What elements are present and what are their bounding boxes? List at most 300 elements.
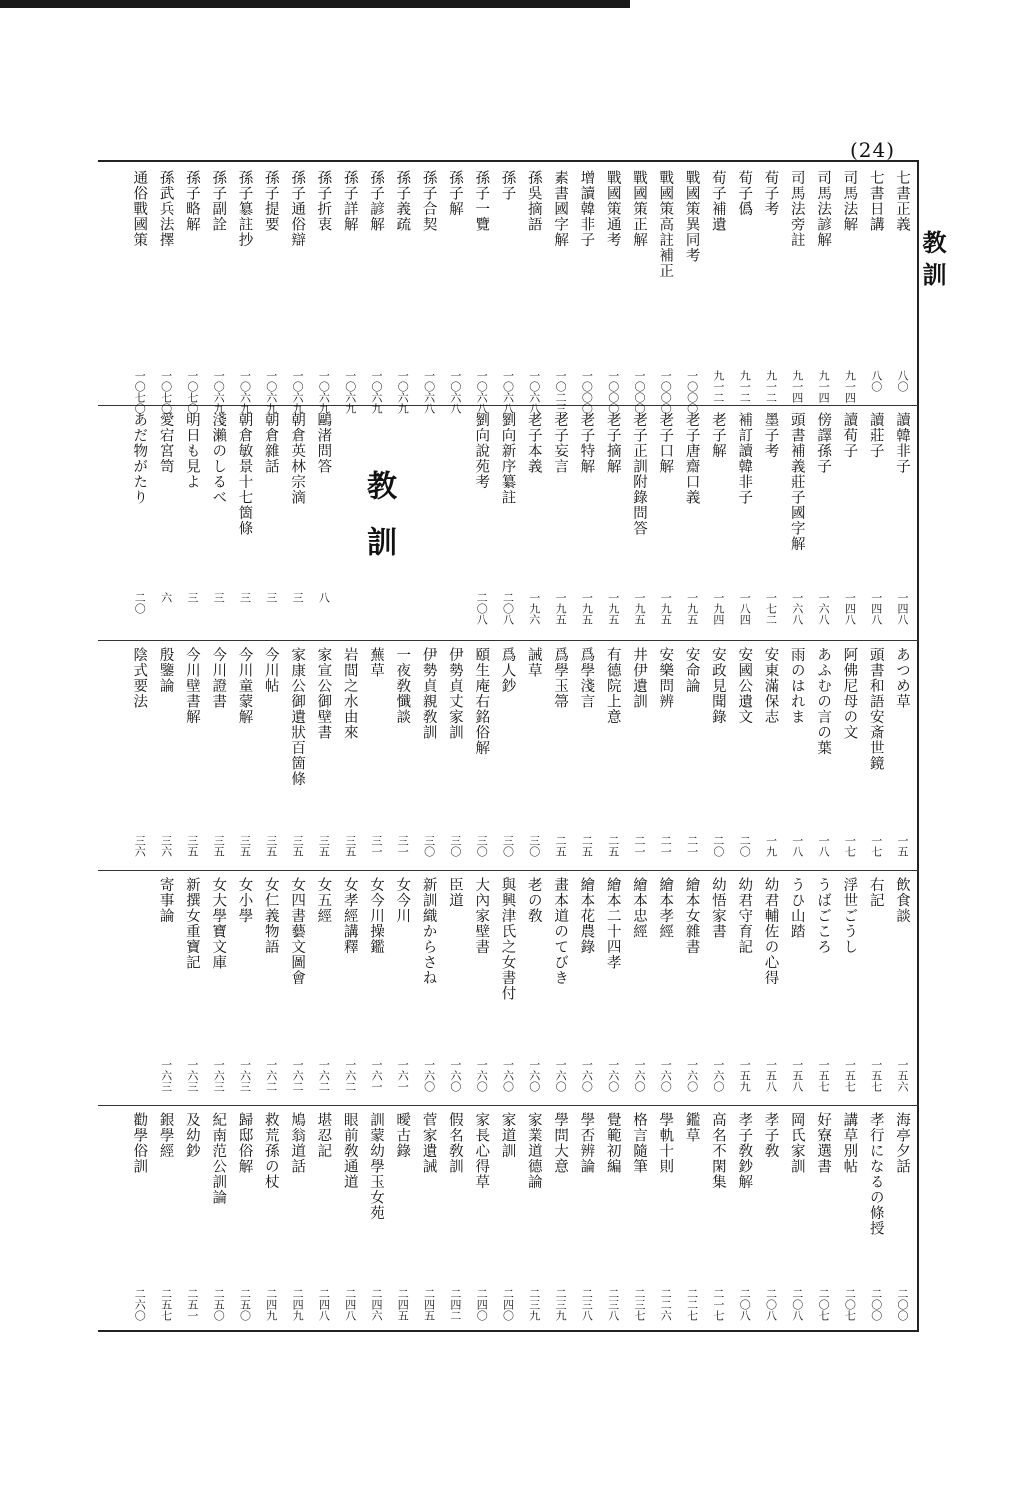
entry-page-number: 一〇六九 [264,370,278,414]
entry-page-number: 一六〇 [606,1059,620,1092]
entry-title: 司馬法解 [841,170,858,232]
entry-title: 伊勢貞丈家訓 [446,647,463,740]
entry-page-number: 一〇七〇 [185,370,199,414]
entry-title: 老の敎 [525,877,542,924]
entry-title: 通俗戰國策 [131,170,148,248]
entry-page-number: 一六〇 [501,1059,515,1092]
entry-page-number: 三 [212,592,226,603]
entry-page-number: 一五七 [869,1059,883,1092]
entry-title: 孝行になるの條授 [867,1112,884,1236]
entry-page-number: 一五九 [738,1059,752,1092]
entry-title: 今川童蒙解 [236,647,253,725]
section-heading-inline: 教訓 [361,470,396,582]
entry-page-number: 三六 [159,835,173,857]
entry-title: 陰式要法 [131,647,148,709]
entry-title: 爲人鈔 [499,647,516,694]
entry-page-number: 二三七 [633,1288,646,1321]
entry-page-number: 九一四 [790,370,804,403]
entry-page-number: 二三八 [606,1288,620,1321]
entry-title: 與興津氏之女書付 [499,877,516,1001]
entry-page-number: 一九五 [580,592,594,625]
entry-title: 孫子提要 [262,170,279,232]
entry-title: あだ物がたり [131,412,148,505]
entry-title: 蕪草 [368,647,384,678]
entry-title: 女仁義物語 [262,877,279,955]
entry-page-number: 二〇 [711,835,725,857]
entry-title: 岡氏家訓 [788,1112,805,1174]
entry-title: 畫本道のてびき [552,877,569,986]
entry-title: 安國公遺文 [736,647,753,725]
entry-page-number: 二〇八 [475,592,489,625]
entry-title: 傍譯孫子 [815,412,832,474]
entry-title: 孫子諺解 [368,170,384,232]
entry-title: 朝倉雜話 [262,412,279,474]
entry-page-number: 二一 [633,835,646,857]
entry-title: 家宣公御壁書 [315,647,332,740]
entry-title: 家道訓 [499,1112,516,1159]
entry-page-number: 三六 [133,835,147,857]
entry-title: 頭書補義莊子國字解 [788,412,805,552]
entry-title: 荀子補遺 [709,170,726,232]
entry-title: 鳩翁道話 [289,1112,306,1174]
entry-title: 堪忍記 [315,1112,332,1159]
entry-title: うばごころ [815,877,832,955]
band-divider [98,1105,919,1106]
entry-title: 大內家壁書 [473,877,490,955]
entry-page-number: 一六三 [238,1059,252,1092]
entry-page-number: 一五七 [817,1059,831,1092]
entry-page-number: 三一 [396,835,410,857]
entry-title: 學否辨論 [578,1112,595,1174]
entry-page-number: 一〇七〇 [133,370,147,414]
entry-title: 明日も見よ [183,412,200,490]
entry-title: 荀子考 [762,170,779,217]
entry-title: 戰國策正解 [631,170,647,248]
entry-page-number: 一九四 [711,592,725,625]
entry-page-number: 二〇七 [817,1288,831,1321]
entry-page-number: 一六二 [291,1059,305,1092]
entry-page-number: 一八四 [738,592,752,625]
entry-page-number: 三五 [264,835,278,857]
entry-title: 愛宕宮笥 [157,412,174,474]
entry-page-number: 一六八 [790,592,804,625]
entry-title: 孫子略解 [183,170,200,232]
entry-title: 女大學寶文庫 [210,877,227,970]
entry-page-number: 一六〇 [554,1059,568,1092]
entry-title: 孫子簒註抄 [236,170,253,248]
entry-title: 孫子一覽 [473,170,490,232]
entry-page-number: 一〇六八 [527,370,541,414]
entry-title: 讀莊子 [867,412,884,459]
entry-page-number: 三 [291,592,305,603]
entry-page-number: 八 [317,592,331,603]
entry-title: 朝倉英林宗滴 [289,412,306,505]
entry-page-number: 二五 [554,835,568,857]
entry-page-number: 一六〇 [685,1059,699,1092]
entry-title: 孫武兵法擇 [157,170,174,248]
entry-title: 浮世ごうし [841,877,858,955]
entry-title: 誡草 [525,647,542,678]
entry-title: 講草別帖 [841,1112,858,1174]
entry-title: 今川壁書解 [183,647,200,725]
entry-title: 劉向新序纂註 [499,412,516,505]
entry-band [100,647,917,865]
entry-page-number: 三〇 [422,835,436,857]
entry-page-number: 三〇 [475,835,489,857]
entry-page-number: 二二七 [685,1288,699,1321]
entry-page-number: 二〇八 [790,1288,804,1321]
entry-page-number: 六 [159,592,173,603]
entry-page-number: 二四九 [291,1288,305,1321]
entry-page-number: 一〇六九 [396,370,410,414]
entry-title: 爲學淺言 [578,647,595,709]
entry-title: 鷗渚問答 [315,412,332,474]
entry-page-number: 一〇六九 [317,370,331,414]
entry-title: 及幼鈔 [183,1112,200,1159]
entry-title: 好寮選書 [815,1112,832,1174]
entry-page-number: 二五 [606,835,620,857]
entry-title: 家長心得草 [473,1112,490,1190]
entry-page-number: 二二六 [659,1288,673,1321]
entry-page-number: 二四八 [343,1288,357,1321]
entry-title: 孫子詳解 [341,170,358,232]
entry-title: あふむの言の葉 [815,647,832,756]
entry-page-number: 一九五 [659,592,673,625]
entry-title: 讀韓非子 [894,412,910,474]
entry-title: 假名敎訓 [446,1112,463,1174]
entry-title: 新撰女重寶記 [183,877,200,970]
entry-title: 老子正訓附錄問答 [631,412,647,536]
entry-title: 訓蒙幼學玉女苑 [368,1112,384,1221]
entry-page-number: 一〇〇〇 [685,370,699,414]
entry-title: 幼君守育記 [736,877,753,955]
entry-title: 孫子副詮 [210,170,227,232]
entry-title: 繪本孝經 [657,877,674,939]
entry-page-number: 一九五 [633,592,646,625]
entry-page-number: 二〇〇 [869,1288,883,1321]
entry-title: 岩間之水由來 [341,647,358,740]
entry-title: 眼前敎通道 [341,1112,358,1190]
entry-title: 幼悟家書 [709,877,726,939]
entry-page-number: 一六〇 [633,1059,646,1092]
entry-page-number: 九一四 [843,370,857,403]
entry-title: 朝倉敏景十七箇條 [236,412,253,536]
entry-title: 孫子折衷 [315,170,332,232]
entry-page-number: 一六〇 [711,1059,725,1092]
entry-page-number: 一〇六九 [291,370,305,414]
entry-page-number: 一九五 [685,592,699,625]
entry-page-number: 一五八 [790,1059,804,1092]
entry-page-number: 二〇 [738,835,752,857]
entry-page-number: 一九六 [527,592,541,625]
entry-page-number: 一六〇 [422,1059,436,1092]
entry-page-number: 三〇 [501,835,515,857]
entry-page-number: 一〇六九 [343,370,357,414]
entry-page-number: 三五 [185,835,199,857]
entry-title: 家業道德論 [525,1112,542,1190]
entry-page-number: 二三九 [554,1288,568,1321]
entry-title: 補訂讀韓非子 [736,412,753,505]
entry-page-number: 一七 [869,835,883,857]
entry-page-number: 八〇 [869,370,883,392]
entry-page-number: 三 [264,592,278,603]
entry-page-number: 二〇八 [738,1288,752,1321]
entry-title: 孫子通俗辯 [289,170,306,248]
entry-page-number: 三五 [212,835,226,857]
entry-title: 素書國字解 [552,170,569,248]
entry-page-number: 一六一 [370,1059,383,1092]
entry-page-number: 二四五 [422,1288,436,1321]
entry-page-number: 一六二 [343,1059,357,1092]
entry-title: 女四書藝文圖會 [289,877,306,986]
entry-page-number: 二六〇 [133,1288,147,1321]
entry-title: 學問大意 [552,1112,569,1174]
entry-title: 孫子解 [446,170,463,217]
entry-page-number: 一〇六八 [501,370,515,414]
entry-page-number: 一〇六九 [238,370,252,414]
entry-page-number: 一六二 [264,1059,278,1092]
entry-title: 繪本二十四孝 [604,877,621,970]
entry-title: 格言隨筆 [631,1112,647,1174]
entry-title: 繪本忠經 [631,877,647,939]
entry-page-number: 二四二 [448,1288,462,1321]
entry-page-number: 二五〇 [238,1288,252,1321]
entry-page-number: 二四〇 [475,1288,489,1321]
entry-page-number: 一〇〇〇 [659,370,673,414]
entry-page-number: 二四九 [264,1288,278,1321]
entry-title: 老子解 [709,412,726,459]
entry-title: 學軌十則 [657,1112,674,1174]
entry-page-number: 二五七 [159,1288,173,1321]
entry-title: 女小學 [236,877,253,924]
entry-title: 今川帖 [262,647,279,694]
entry-title: 鑑草 [683,1112,700,1143]
entry-page-number: 一五七 [843,1059,857,1092]
entry-band [100,877,917,1099]
entry-page-number: 一六三 [185,1059,199,1092]
entry-page-number: 二五〇 [212,1288,226,1321]
entry-page-number: 一七 [843,835,857,857]
entry-page-number: 二五 [580,835,594,857]
entry-page-number: 二〇〇 [896,1288,909,1321]
entry-title: 紀南范公訓論 [210,1112,227,1205]
entry-title: 女五經 [315,877,332,924]
scan-edge-bar [0,0,630,8]
entry-title: 銀學經 [157,1112,174,1159]
band-divider [98,870,919,871]
entry-page-number: 二三八 [580,1288,594,1321]
entry-page-number: 二一七 [711,1288,725,1321]
entry-page-number: 一〇〇〇 [580,370,594,414]
entry-page-number: 一九 [764,835,778,857]
entry-title: 荀子僞 [736,170,753,217]
entry-page-number: 一六三 [212,1059,226,1092]
entry-title: 井伊遺訓 [631,647,647,709]
entry-title: 安命論 [683,647,700,694]
entry-title: 安政見聞錄 [709,647,726,725]
entry-title: 孫子合契 [420,170,437,232]
entry-page-number: 一八 [790,835,804,857]
entry-title: 繪本女雜書 [683,877,700,955]
entry-title: 老子特解 [578,412,595,474]
section-heading: 教訓 [918,230,947,294]
entry-title: 歸邸俗解 [236,1112,253,1174]
entry-title: 老子唐齋口義 [683,412,700,505]
entry-page-number: 八〇 [896,370,909,392]
entry-title: 救荒孫の杖 [262,1112,279,1190]
entry-page-number: 一四八 [869,592,883,625]
entry-title: 頤生庵右銘俗解 [473,647,490,756]
entry-page-number: 一九五 [554,592,568,625]
entry-page-number: 一六〇 [527,1059,541,1092]
entry-title: 孫子 [499,170,516,201]
entry-title: 七書日講 [867,170,884,232]
entry-page-number: 一五 [896,835,909,857]
entry-title: 曖古錄 [394,1112,411,1159]
entry-title: 繪本花農錄 [578,877,595,955]
entry-title: うひ山踏 [788,877,805,939]
entry-title: 有德院上意 [604,647,621,725]
entry-page-number: 一七二 [764,592,778,625]
entry-title: 家康公御遺狀百箇條 [289,647,306,787]
entry-title: 寄事論 [157,877,174,924]
entry-title: 讀荀子 [841,412,858,459]
entry-title: 高名不閑集 [709,1112,726,1190]
entry-band [100,412,917,634]
entry-page-number: 二一 [685,835,699,857]
entry-title: 海亭夕話 [894,1112,910,1174]
entry-page-number: 三五 [238,835,252,857]
entry-page-number: 一〇六九 [212,370,226,414]
entry-page-number: 一〇六八 [448,370,462,414]
entry-page-number: 一五八 [764,1059,778,1092]
entry-title: 女今川操鑑 [368,877,384,955]
page-number: (24) [850,138,896,162]
entry-title: 女孝經講釋 [341,877,358,955]
entry-page-number: 一六〇 [475,1059,489,1092]
entry-title: 阿佛尼母の文 [841,647,858,740]
entry-title: 雨のはれま [788,647,805,725]
entry-page-number: 二〇八 [501,592,515,625]
entry-title: 今川證書 [210,647,227,709]
entry-page-number: 一六二 [317,1059,331,1092]
entry-page-number: 九一二 [738,370,752,403]
entry-title: 戰國策高註補正 [657,170,674,279]
entry-page-number: 一〇〇〇 [606,370,620,414]
entry-title: 戰國策異同考 [683,170,700,263]
entry-band [100,1112,917,1322]
entry-page-number: 一六〇 [448,1059,462,1092]
entry-title: 右記 [867,877,884,908]
entry-title: 安樂問辨 [657,647,674,709]
entry-page-number: 二〇七 [843,1288,857,1321]
entry-title: 覺範初編 [604,1112,621,1174]
entry-title: 孫子義疏 [394,170,411,232]
entry-page-number: 三五 [343,835,357,857]
entry-page-number: 一六三 [159,1059,173,1092]
entry-page-number: 三五 [291,835,305,857]
entry-title: 一夜敎懺談 [394,647,411,725]
entry-page-number: 九一二 [764,370,778,403]
entry-page-number: 二四六 [370,1288,383,1321]
entry-page-number: 一〇六九 [370,370,383,414]
entry-page-number: 三 [185,592,199,603]
entry-page-number: 二〇八 [764,1288,778,1321]
entry-page-number: 二五一 [185,1288,199,1321]
entry-title: 墨子考 [762,412,779,459]
entry-page-number: 二四〇 [501,1288,515,1321]
entry-page-number: 一〇二三 [554,370,568,414]
entry-title: 殷鑒論 [157,647,174,694]
entry-page-number: 二〇 [133,592,147,614]
entry-page-number: 一四八 [896,592,909,625]
entry-title: 幼君輔佐の心得 [762,877,779,986]
entry-title: 孝子敎 [762,1112,779,1159]
entry-page-number: 三一 [370,835,383,857]
entry-title: 老子摘解 [604,412,621,474]
entry-page-number: 一五六 [896,1059,909,1092]
entry-page-number: 三 [238,592,252,603]
entry-page-number: 一六八 [817,592,831,625]
entry-page-number: 一六〇 [659,1059,673,1092]
entry-title: 老子妄言 [552,412,569,474]
entry-title: 七書正義 [894,170,910,232]
entry-title: あつめ草 [894,647,910,709]
entry-page-number: 一〇六八 [475,370,489,414]
entry-title: 安東滿保志 [762,647,779,725]
entry-page-number: 三〇 [527,835,541,857]
entry-page-number: 一〇〇〇 [633,370,646,414]
entry-page-number: 二四五 [396,1288,410,1321]
entry-page-number: 二一 [659,835,673,857]
entry-page-number: 一九五 [606,592,620,625]
entry-title: 司馬法諺解 [815,170,832,248]
entry-page-number: 三〇 [448,835,462,857]
entry-page-number: 一六〇 [580,1059,594,1092]
entry-page-number: 九一四 [817,370,831,403]
entry-title: 孝子敎鈔解 [736,1112,753,1190]
entry-page-number: 九一二 [711,370,725,403]
entry-title: 菅家遺誡 [420,1112,437,1174]
entry-title: 戰國策通考 [604,170,621,248]
entry-title: 伊勢貞親敎訓 [420,647,437,740]
entry-page-number: 一〇七〇 [159,370,173,414]
entry-title: 飲食談 [894,877,910,924]
entry-page-number: 二四八 [317,1288,331,1321]
entry-page-number: 二三九 [527,1288,541,1321]
entry-title: 老子本義 [525,412,542,474]
entry-title: 新訓織からさね [420,877,437,986]
entry-title: 老子口解 [657,412,674,474]
entry-band [100,170,917,414]
entry-title: 女今川 [394,877,411,924]
entry-title: 淺瀨のしるべ [210,412,227,505]
entry-title: 司馬法旁註 [788,170,805,248]
entry-title: 增讀韓非子 [578,170,595,248]
entry-page-number: 一八 [817,835,831,857]
entry-page-number: 一〇六八 [422,370,436,414]
entry-page-number: 一六一 [396,1059,410,1092]
entry-title: 臣道 [446,877,463,908]
entry-title: 爲學玉箒 [552,647,569,709]
entry-title: 孫吳摘語 [525,170,542,232]
entry-title: 頭書和語安斎世鏡 [867,647,884,771]
entry-page-number: 一四八 [843,592,857,625]
band-divider [98,640,919,641]
entry-title: 劉向說苑考 [473,412,490,490]
entry-page-number: 三五 [317,835,331,857]
entry-title: 勸學俗訓 [131,1112,148,1174]
